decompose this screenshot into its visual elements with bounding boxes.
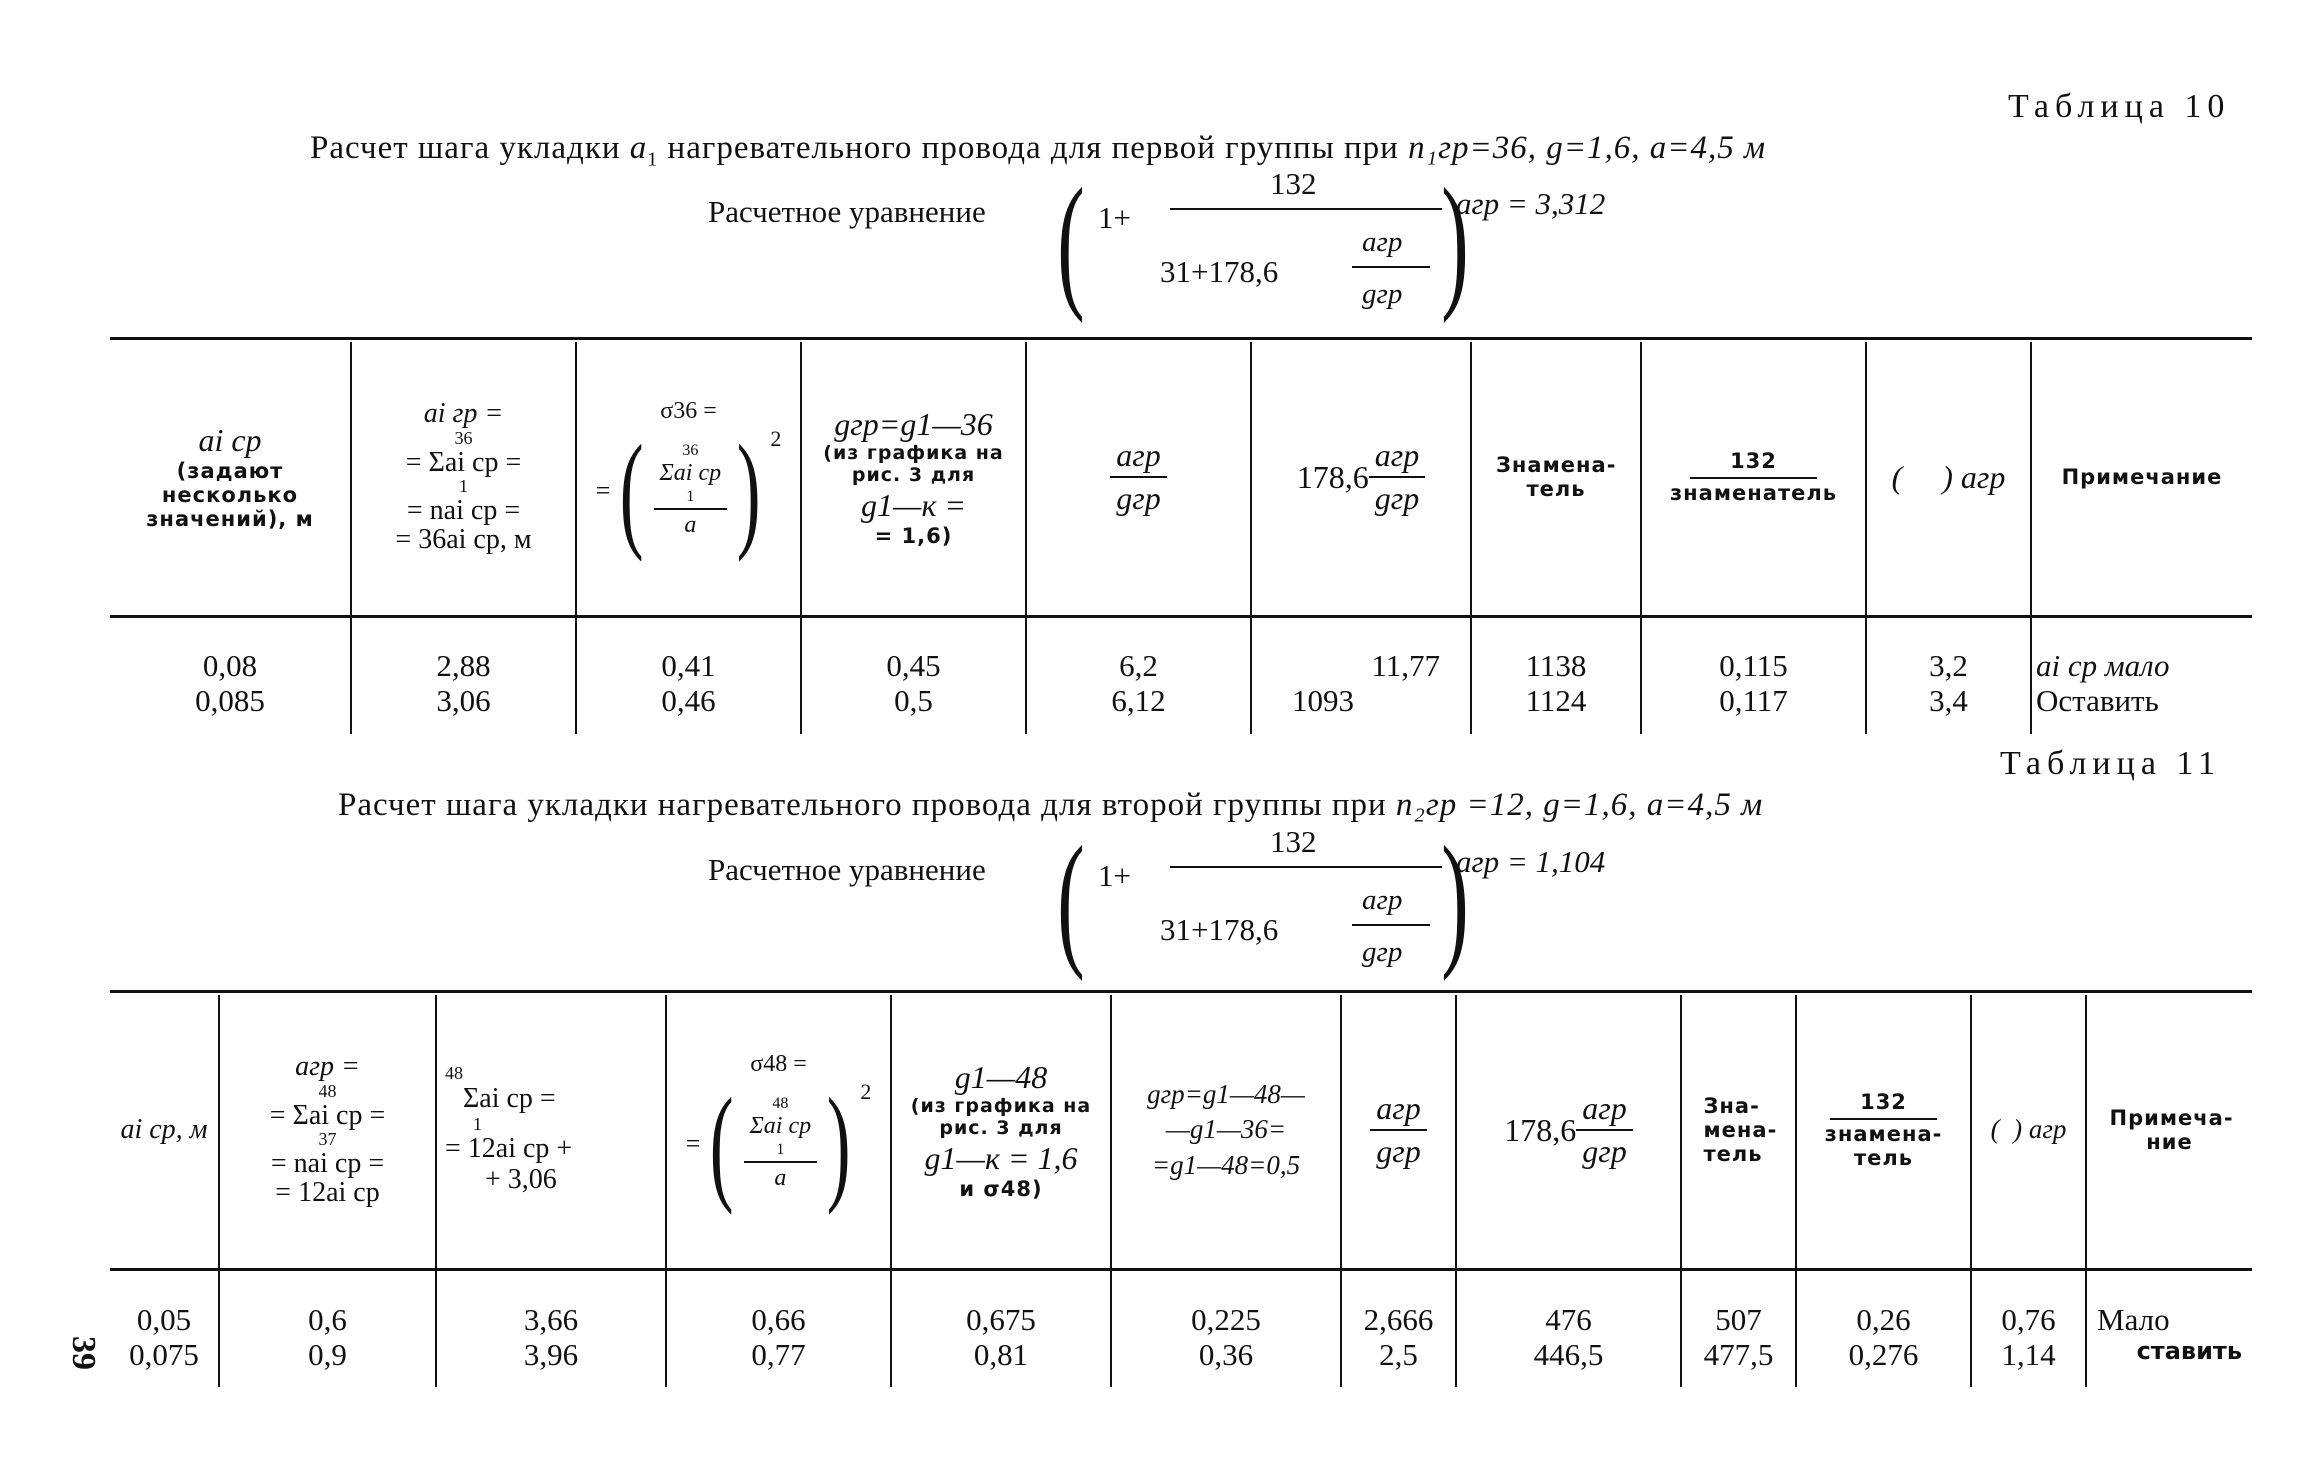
page-number: 39 [65,1336,102,1370]
table11-cell: 0,26 [1856,1302,1911,1337]
table10-eq-frac-bar [1352,266,1430,268]
table11-cell: 2,666 [1363,1302,1434,1337]
table10-cell: 0,08 [202,648,258,683]
table10-h7: Знамена-тель [1496,452,1617,501]
table10-eq-frac-num: aгр [1362,226,1403,258]
table10-eq-frac-den: gгр [1362,278,1403,310]
table10-h4-l4: = 1,6) [874,523,953,548]
table10-header-ratio [1027,342,1250,612]
table11-header-ggr [1112,995,1340,1265]
table10-h2-l5: = nai ср = [406,494,521,526]
table11-cell: 0,075 [129,1337,199,1372]
table10-caption [310,130,1766,172]
table10-header-ai-var: ai ср [198,422,262,459]
table11-eq-num: 132 [1270,824,1317,859]
table11-h4-den: a [774,1165,787,1192]
table10-cell: 0,085 [195,683,265,718]
table11-h11: ( ) aгр [1990,1114,2067,1145]
table11-h10-num: 132 [1830,1090,1937,1120]
table11-header-rule [110,1268,2252,1271]
table10-header-sigma: σ36 = = ( 36 Σai ср 1 a ) 2 [595,398,782,563]
table11-h10-den: знамена-тель [1824,1121,1943,1171]
table11-cell: 0,225 [1191,1302,1261,1337]
table11-top-rule [110,990,2252,993]
table10-h3-top: 36 [682,441,699,459]
table11-cell: 476 [1545,1302,1592,1337]
table11-header-ai [110,995,218,1265]
table10-h3-bot: 1 [686,487,695,505]
table10-eq-rhs: aгр = 3,312 [1456,186,1606,221]
table11-header-sum [437,995,665,1265]
table11-header-sigma: σ48 = = ( 48 Σai ср 1 a ) 2 [685,1051,872,1216]
table10-cell: 3,2 [1929,648,1968,683]
table11-header-ratio [1342,995,1455,1265]
table11-h6-l1: gгр=g1—48— [1147,1079,1305,1110]
table10-caption-post: нагревательного провода для первой группы при [658,130,1409,166]
table11-cell: 0,05 [136,1302,192,1337]
table11-cell: 446,5 [1533,1337,1604,1372]
table10-h2-l2: 36 [454,427,473,448]
table11-cell: 0,66 [751,1302,806,1337]
table10-header-1786 [1252,342,1470,612]
table11-cell: 0,6 [308,1302,347,1337]
table10-h2-l3: = Σai ср = [405,446,522,478]
table10-h2-l6: = 36ai ср, м [395,524,532,556]
table11-cell: 507 [1715,1302,1762,1337]
table10-caption-params: n₁гр=36, g=1,6, a=4,5 м [1408,130,1767,166]
table11-cell: 0,675 [966,1302,1036,1337]
table10-h6-coef: 178,6 [1296,458,1369,495]
table11-eq-frac-bar [1352,924,1430,926]
table11-header-agr2 [1972,995,2085,1265]
table11-label: Таблица 11 [2000,745,2222,782]
table10-eq-label: Расчетное уравнение [708,194,986,229]
table11-h2-l6: = 12ai ср [275,1177,380,1209]
table10-h5-den: gгр [1116,480,1161,516]
table11-h8-num: aгр [1576,1090,1632,1131]
table11-cell: 0,36 [1198,1337,1254,1372]
table10-eq-lparen: ( [1057,158,1085,324]
table10-h4-l2: (из графика на рис. 3 для [823,442,1004,486]
table10-cell: 1093 [1292,683,1354,718]
table11-eq-lparen: ( [1057,816,1085,982]
table11-eq-one: 1+ [1098,858,1131,893]
table11-h5-l3: g1—к = 1,6 [924,1139,1078,1176]
table11-h4-pow: 2 [860,1078,872,1104]
table11-header-1786 [1457,995,1680,1265]
table10-cell: 3,4 [1929,683,1968,718]
table11-h5-l4: и σ48) [959,1176,1043,1201]
table11-h2-l1: aгр = [295,1051,360,1083]
table11-h7-den: gгр [1376,1133,1421,1169]
table10-caption-pre: Расчет шага укладки [310,130,630,166]
table11-h6-l3: =g1—48=0,5 [1151,1149,1301,1180]
table10-cell: 0,117 [1719,683,1788,718]
table10-h9: ( ) aгр [1891,458,2006,495]
table10-cell: 6,2 [1119,648,1158,683]
table11-h5-l1: g1—48 [954,1059,1048,1096]
table10-header-rule [110,615,2252,618]
table10-h8-den: знаменатель [1669,481,1838,505]
table11-eq-rhs: aгр = 1,104 [1456,844,1606,879]
table10-header-note [2032,342,2252,612]
table11-header-g148 [892,995,1110,1265]
table10-h2-l4: 1 [459,476,468,496]
table10-cell: ai ср мало [2036,648,2170,683]
table11-eq-rparen: ) [1441,816,1469,982]
table11-h2-l4: 37 [318,1129,337,1149]
table10-cell: Оставить [2036,683,2159,718]
table11-cell: 1,14 [2001,1337,2056,1372]
table10-header-ai [110,342,350,612]
table10-cell: 6,12 [1111,683,1166,718]
table11-h4-bot: 1 [776,1140,785,1158]
table10-caption-sub: 1 [647,148,659,171]
table10-caption-var: a [629,130,648,166]
table10-h6-den: gгр [1374,480,1420,516]
table10-cell: 0,45 [886,648,941,683]
table11-eq-frac-num: aгр [1362,884,1403,916]
table11-cell: 0,276 [1848,1337,1919,1372]
table10-equation [1057,158,1480,336]
table11-h4-top: 48 [772,1094,789,1112]
table11-cell: 0,9 [308,1337,347,1372]
table10-cell: 1124 [1525,683,1587,718]
table11-h3-l1: 48 [445,1063,463,1083]
table10-eq-den: 31+178,6 [1160,254,1279,289]
table11-h6-l2: —g1—36= [1165,1114,1287,1145]
table10-cell: 0,41 [661,648,716,683]
table11-h8-coef: 178,6 [1504,1111,1577,1148]
table10-cell: 0,115 [1719,648,1788,683]
table11-eq-label: Расчетное уравнение [708,852,986,887]
table11-cell: 0,77 [751,1337,806,1372]
table11-cell: 477,5 [1703,1337,1774,1372]
table10-h3-l1: σ36 = [660,398,717,425]
table10-h3-pow: 2 [770,425,782,451]
table10-header-agr [1867,342,2030,612]
table10-header-aigr [352,342,575,612]
table11-cell: Мало [2097,1302,2170,1337]
table10-header-132 [1642,342,1865,612]
table10-h6-num: aгр [1369,437,1425,478]
table11-h9: Зна-мена-тель [1703,1093,1778,1167]
table10-label: Таблица 10 [2008,88,2231,125]
table11-h12: Примеча-ние [2109,1105,2234,1154]
table11-cell: 0,76 [2001,1302,2056,1337]
table11-eq-den: 31+178,6 [1160,912,1279,947]
table11-h2-l3: = Σai ср = [269,1099,386,1131]
table11-h3-l3: 1 [473,1113,482,1134]
table11-cell: 0,81 [973,1337,1029,1372]
table11-cell: 3,96 [523,1337,579,1372]
table11-h7-num: aгр [1370,1090,1426,1131]
table10-eq-bar [1170,208,1442,210]
table10-cell: 2,88 [436,648,491,683]
table10-header-denom [1472,342,1640,612]
table10-eq-num: 132 [1270,166,1317,201]
table11-h1: ai ср, м [120,1113,208,1145]
table11-caption [338,787,1763,824]
table11-cell: ставить [2136,1337,2242,1365]
table10-cell: 0,5 [894,683,933,718]
table11-eq-bar [1170,866,1442,868]
table11-h8-den: gгр [1582,1133,1627,1169]
table10-cell: 0,46 [661,683,716,718]
table10-h4-l3: g1—к = [860,486,966,523]
table11-h2-l2: 48 [318,1080,337,1101]
table10-cell: 11,77 [1371,648,1440,683]
table10-header-ggr [802,342,1025,612]
table10-h3-den: a [684,512,697,539]
table11-h5-l2: (из графика на рис. 3 для [910,1095,1092,1139]
table10-h5-num: aгр [1110,437,1166,478]
table11-h4-l1: σ48 = [750,1051,807,1078]
table11-cell: 2,5 [1379,1337,1418,1372]
table10-h3-sum: Σai ср [659,460,722,487]
table11-h3-l2: Σai ср = [463,1082,556,1114]
table11-h2-l5: = nai ср = [270,1147,385,1179]
table11-h4-sum: Σai ср [749,1113,812,1140]
table10-h8-num: 132 [1690,449,1817,479]
table10-top-rule [110,337,2252,340]
table11-header-agr [220,995,435,1265]
table10-eq-one: 1+ [1098,200,1131,235]
table10-header-ai-note: (задают несколько значений), м [146,459,314,532]
table11-equation [1057,816,1480,994]
table10-h4-l1: gгр=g1—36 [834,406,993,443]
table10-cell: 1138 [1525,648,1587,683]
table10-h2-l1: ai гр = [423,398,504,430]
table10-eq-rparen: ) [1441,158,1469,324]
table11-eq-frac-den: gгр [1362,936,1403,968]
table11-header-note [2087,995,2252,1265]
table11-caption-main: Расчет шага укладки нагревательного провода для второй группы при [338,787,1396,823]
table11-cell: 3,66 [523,1302,579,1337]
table11-caption-params: n₂гр =12, g=1,6, a=4,5 м [1395,787,1764,823]
table10-h10: Примечание [2061,464,2223,489]
table11-header-132 [1797,995,1970,1265]
table11-header-denom [1682,995,1795,1265]
table11-h3-l4: = 12ai ср + [445,1133,573,1165]
table11-h3-l5: + 3,06 [485,1164,557,1196]
table10-cell: 3,06 [436,683,491,718]
